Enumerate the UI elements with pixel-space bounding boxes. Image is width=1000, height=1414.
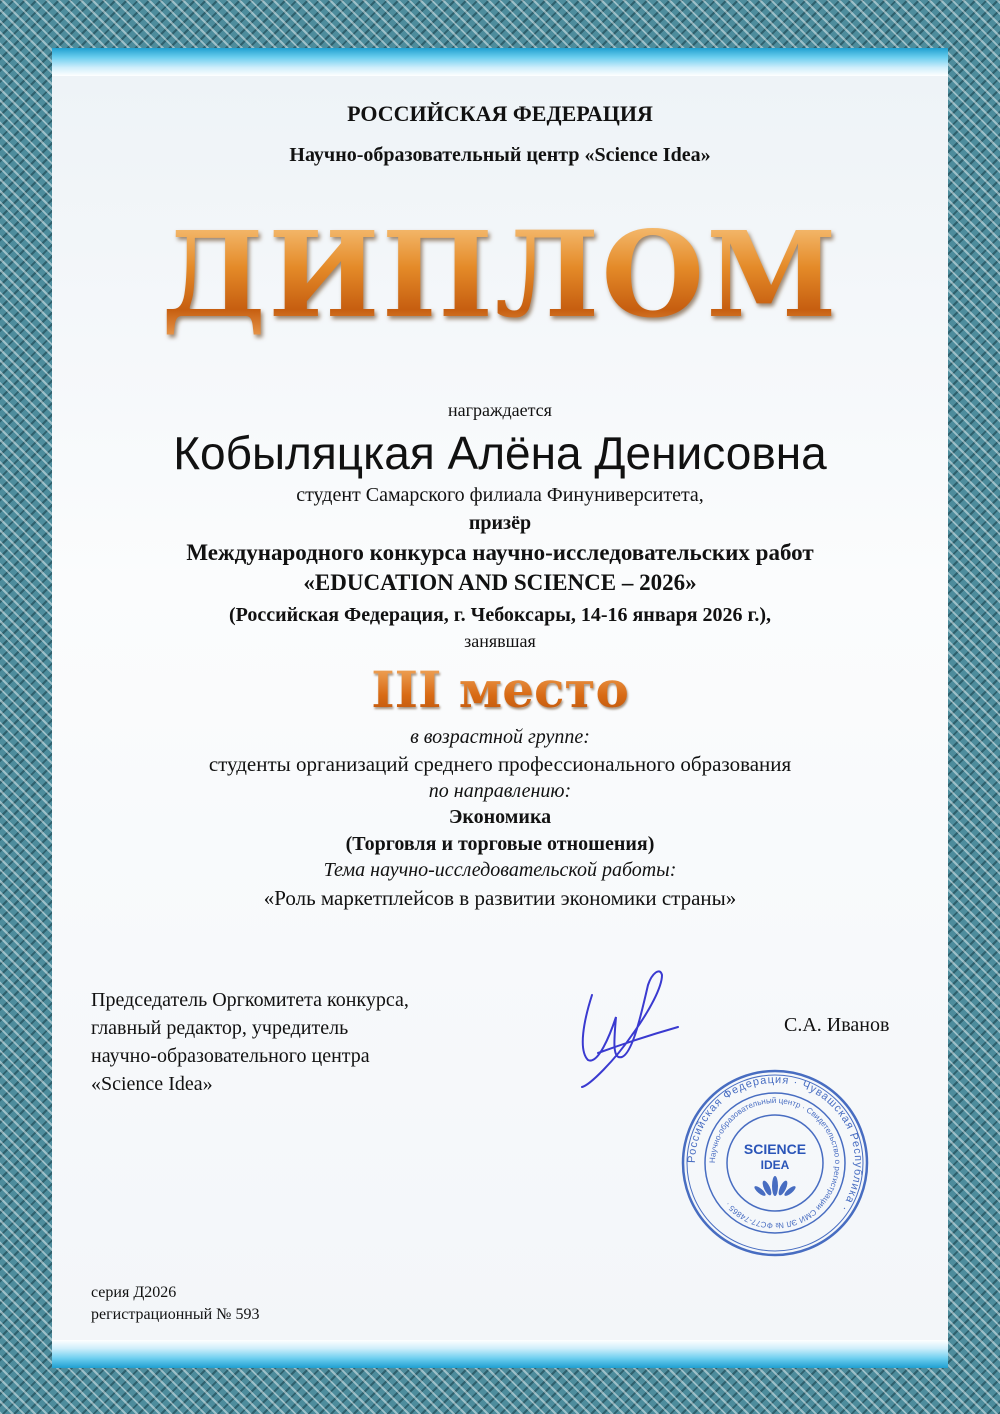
recipient-name-wrap [0,426,1000,480]
chairman-title [91,986,409,1098]
series-number: серия Д2026 [91,1284,177,1301]
handwritten-signature [570,965,690,1095]
chairman-line-1: Председатель Оргкомитета конкурса, [91,989,409,1011]
awarded-label: награждается [448,400,552,420]
document-series-block [91,1282,259,1326]
diploma-title: ДИПЛОМ [161,205,839,344]
contest-details: (Российская Федерация, г. Чебоксары, 14-16 января 2026 г.), [228,604,772,626]
rank: призёр [468,512,532,534]
took-label: занявшая [464,631,536,651]
recipient-name: Кобыляцкая Алёна Денисовна [173,427,827,479]
contest-name-line2: «EDUCATION AND SCIENCE – 2026» [303,570,697,595]
theme-label: Тема научно-исследовательской работы: [323,859,677,881]
seal-inner-text: Научно-образовательный центр · Свидетельство о регистрации СМИ ЭЛ № ФС77-74865 · [707,1095,843,1231]
bottom-blue-band [52,1340,948,1368]
place-wrap [0,660,1000,719]
seal-logo-line2: IDEA [760,1158,790,1172]
diploma-title-wrap [0,205,1000,344]
organization-heading: Научно-образовательный центр «Science Idea» [289,144,711,166]
direction: Экономика [448,806,552,828]
age-group-label: в возрастной группе: [410,726,590,748]
subdirection: (Торговля и торговые отношения) [345,833,655,855]
seal-outer-text: Российская Федерация · Чувашская Республика · [685,1073,865,1215]
signer-name: С.А. Иванов [784,1014,890,1036]
organization-seal [680,1068,870,1258]
place: III место [371,660,629,719]
direction-label: по направлению: [428,780,572,802]
seal-logo-line1: SCIENCE [743,1141,807,1157]
research-theme: «Роль маркетплейсов в развитии экономики страны» [263,886,737,910]
recipient-status: студент Самарского филиала Финуниверситета, [296,484,704,506]
seal-lotus-icon [753,1176,797,1197]
contest-name-line1: Международного конкурса научно-исследовательских работ [186,540,814,565]
registration-number: регистрационный № 593 [91,1306,260,1323]
chairman-line-3: научно-образовательного центра [91,1045,370,1067]
top-blue-band [52,48,948,76]
age-group: студенты организаций среднего профессионального образования [208,752,792,776]
chairman-line-2: главный редактор, учредитель [91,1017,349,1039]
country-heading: РОССИЙСКАЯ ФЕДЕРАЦИЯ [347,101,653,126]
chairman-line-4: «Science Idea» [91,1073,213,1095]
